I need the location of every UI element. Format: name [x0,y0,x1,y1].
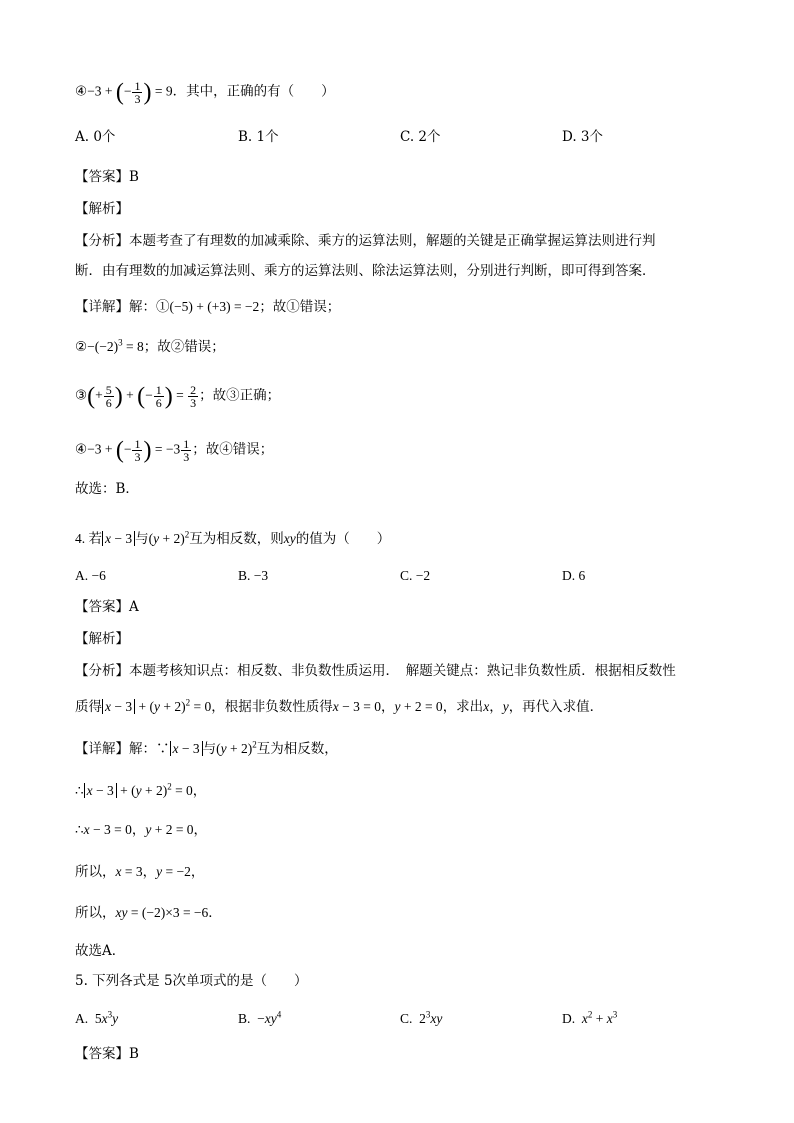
q4-stem-tail: 互为相反数，则 [189,531,284,546]
q4-analysis-line2: 质得 $x - 3 + (y + 2)^2 = 0$，根据非负数性质得x − 3 = 0，y + 2 = 0，求出x，y，再代入求值． [75,697,604,714]
q3-detail-step4: ④−3 + (− $\frac{1}{3}$ ) = −3 $\frac{1}{3}$ ；故④错误； [75,437,274,464]
q3-option-a: A. 0个 [75,129,116,145]
q4-stem: 4. 若 x − 3 与$(y + 2)^2$互为相反数，则xy的值为（ ） [75,529,391,546]
q4-analysis-line1: 【分析】本题考核知识点：相反数、非负数性质运用． 解题关键点：熟记非负数性质．根据相反数性 [75,663,676,679]
q3-analysis-line2: 断．由有理数的加减运算法则、乘方的运算法则、除法运算法则，分别进行判断，即可得到答案． [75,263,656,279]
q5-option-a: A. $5x^3y$ [75,1009,119,1026]
q3-detail-step3: ③(+ $\frac{5}{6}$ ) + (− $\frac{1}{6}$ ) = $\frac{2}{3}$ ；故③正确； [75,383,281,410]
q4-detail-line4: 所以，x = 3，y = −2， [75,864,205,879]
step1-tail: ；故①错误； [259,299,341,314]
q4-analysis-line2-mid: ，根据非负数性质得 [211,699,333,714]
q4-detail-line3: ∴x − 3 = 0，y + 2 = 0， [75,822,208,837]
q4-detail-line2: ∴ $x - 3 + (y + 2)^2 = 0$， [75,781,207,798]
q4-stem-end: 的值为（ ） [295,531,391,546]
so-label: 所以， [75,905,116,920]
q4-analysis-line2-end: ，求出 [442,699,484,714]
q4-detail-line5: 所以，xy = (−2)×3 = −6． [75,905,222,920]
q3-choose: 故选：B． [75,481,139,497]
option-letter: B. [238,1011,251,1026]
q4-choose: 故选A． [75,943,126,959]
q4-detail-mid: 与 [202,741,217,756]
item4-mark: ④ [75,83,88,99]
q3-analysis-line1: 【分析】本题考查了有理数的加减乘除、乘方的运算法则，解题的关键是正确掌握运算法则进行判 [75,233,656,249]
q3-option-d: D. 3个 [562,129,604,145]
therefore-symbol: ∴ [75,783,84,798]
q5-stem: 5. 下列各式是 5次单项式的是（ ） [75,973,308,989]
q3-item4: ④−3 + (− $\frac{1}{3}$ ) = 9．其中，正确的有（ ） [75,79,335,106]
q5-answer: 【答案】B [75,1046,139,1062]
q4-option-d: D. 6 [562,568,586,583]
q3-option-c: C. 2个 [400,129,441,145]
detail-prefix: 【详解】解： [75,299,156,314]
item4-tail: ．其中，正确的有（ ） [172,83,335,99]
q3-option-b: B. 1个 [238,129,279,145]
q4-detail-prefix: 【详解】解：∵ [75,741,170,756]
step3-tail: ；故③正确； [199,387,281,403]
q4-option-a: A. −6 [75,568,106,583]
q4-stem-prefix: 4. 若 [75,531,102,546]
step2-tail: ；故②错误； [143,339,225,354]
q3-analysis-heading: 【解析】 [75,201,129,217]
q3-detail-step2: $②-(-2)^3 = 8$；故②错误； [75,337,225,354]
q3-answer: 【答案】B [75,169,139,185]
q3-detail-step1: 【详解】解：①(−5) + (+3) = −2；故①错误； [75,299,341,314]
q4-analysis-heading: 【解析】 [75,631,129,647]
so-label: 所以， [75,864,116,879]
q4-option-c: C. −2 [400,568,431,583]
q4-answer: 【答案】A [75,599,139,615]
q5-option-c: C. $2^3xy$ [400,1009,443,1026]
option-letter: A. [75,1011,89,1026]
q5-option-d: D. $x^2 + x^3$ [562,1009,618,1026]
option-letter: D. [562,1011,576,1026]
q5-option-b: B. $-xy^4$ [238,1009,282,1026]
q4-detail-line1: 【详解】解：∵ x − 3 与$(y + 2)^2$互为相反数， [75,739,338,756]
option-letter: C. [400,1011,413,1026]
q4-analysis-line2-final: ，再代入求值． [508,699,604,714]
step4-tail: ；故④错误； [192,441,274,457]
therefore-symbol: ∴ [75,822,84,837]
q4-option-b: B. −3 [238,568,269,583]
q4-detail-tail: 互为相反数， [256,741,338,756]
q4-stem-mid: 与 [135,531,149,546]
q4-analysis-line2-prefix: 质得 [75,699,102,714]
